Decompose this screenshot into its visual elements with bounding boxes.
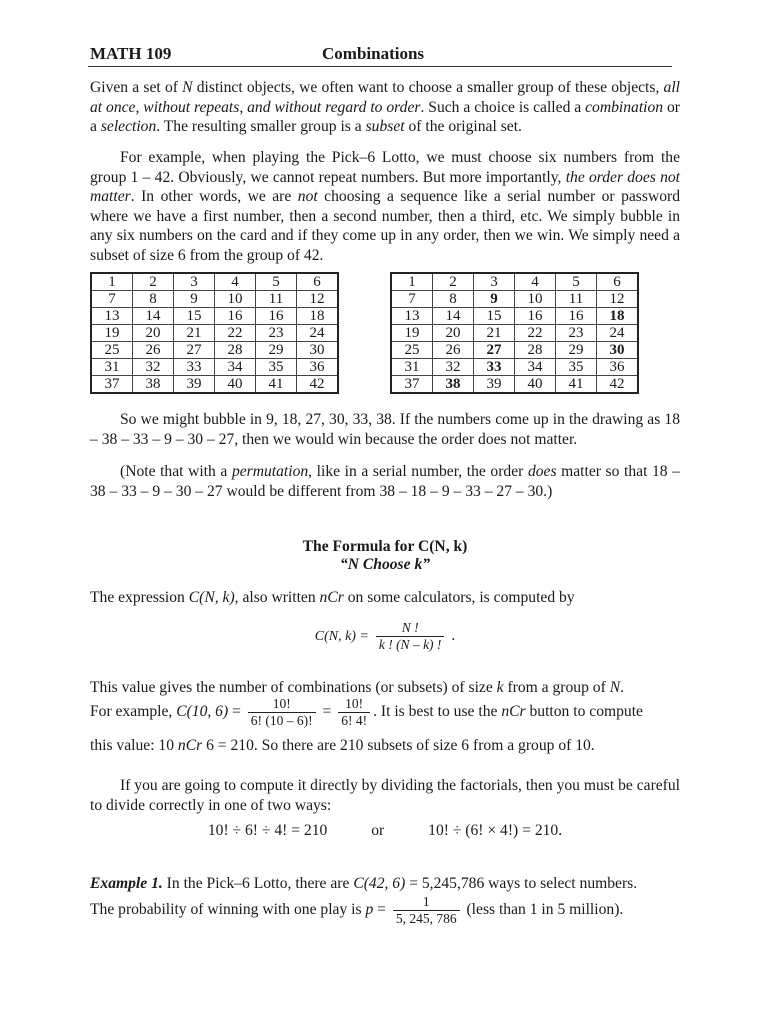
paragraph-bubble: [90, 410, 680, 449]
text-segment: 6 = 210. So there are 210 subsets of size 6 from a group of 10.: [202, 737, 595, 754]
formula-numerator: N !: [376, 620, 445, 637]
text-segment: subset: [365, 118, 405, 135]
card-row: [391, 308, 638, 325]
text: C(42, 6): [353, 875, 406, 892]
card-cell: 15: [474, 308, 515, 325]
card-cell: 14: [133, 308, 174, 325]
card-cell: 22: [515, 325, 556, 342]
card-cell: 24: [297, 325, 339, 342]
card-cell: 31: [91, 359, 133, 376]
card-cell: 19: [91, 325, 133, 342]
text-segment: combination: [585, 98, 664, 116]
text: button to compute: [525, 703, 643, 721]
text-segment: , like in a serial number, the order: [308, 463, 528, 480]
header-rule: [88, 66, 672, 67]
text-segment: Given a set of: [90, 79, 183, 96]
card-cell: 37: [91, 376, 133, 394]
text-segment: (Note that with a: [120, 463, 232, 480]
card-cell: 31: [391, 359, 433, 376]
division-way-1: 10! ÷ 6! ÷ 4! = 210: [207, 822, 328, 839]
text-segment: N: [182, 79, 193, 96]
card-cell: 20: [133, 325, 174, 342]
text-segment: N: [609, 679, 621, 696]
card-cell: 35: [256, 359, 297, 376]
lotto-card-bubbled: [390, 272, 639, 394]
card-cell: 10: [515, 291, 556, 308]
card-cell: 30: [297, 342, 339, 359]
card-cell: 16: [515, 308, 556, 325]
card-cell: 16: [556, 308, 597, 325]
card-cell: 40: [515, 376, 556, 394]
text-segment: this value: 10: [90, 737, 178, 754]
card-cell: 9: [174, 291, 215, 308]
text-segment: .: [620, 679, 624, 696]
card-row: [91, 376, 338, 394]
card-row: [391, 291, 638, 308]
card-cell: 8: [133, 291, 174, 308]
text-segment: So we might bubble in 9, 18, 27, 30, 33, 38. If the numbers come up in the drawing as 18 – 38 – 33 – 9 – 30 – 27, then we would win because the order does not matter.: [90, 411, 680, 448]
card-cell: 38: [433, 376, 474, 394]
card-cell: 33: [474, 359, 515, 376]
paragraph-intro: [90, 78, 680, 137]
division-way-2: 10! ÷ (6! × 4!) = 210.: [428, 822, 563, 839]
card-cell: 36: [597, 359, 639, 376]
text-segment: . The resulting smaller group is a: [156, 118, 366, 135]
card-cell: 4: [515, 273, 556, 291]
card-cell: 10: [215, 291, 256, 308]
card-cell: 41: [556, 376, 597, 394]
text-segment: . In other words, we are: [130, 188, 298, 205]
fraction-10-choose-6: [248, 696, 316, 729]
paragraph-expression: [90, 588, 680, 608]
card-cell: 5: [256, 273, 297, 291]
section-heading-line1: The Formula for C(N, k): [302, 538, 468, 555]
text-segment: . Such a choice is called a: [420, 98, 586, 116]
card-cell: 33: [174, 359, 215, 376]
paragraph-permutation-note: [90, 462, 680, 501]
lotto-card-blank: [90, 272, 339, 394]
card-cell: 37: [391, 376, 433, 394]
card-cell: 8: [433, 291, 474, 308]
text-segment: nCr: [177, 737, 203, 754]
numerator: 10!: [248, 696, 316, 713]
card-cell: 11: [556, 291, 597, 308]
text-segment: or a: [90, 98, 680, 135]
text-segment: all at once, without repeats, and without regard to order: [90, 79, 681, 116]
card-cell: 21: [174, 325, 215, 342]
section-heading: [90, 538, 680, 574]
paragraph-ncr-result: [90, 736, 680, 756]
card-cell: 34: [215, 359, 256, 376]
card-row: [391, 376, 638, 394]
text: . It is best to use the: [373, 703, 502, 721]
card-row: [391, 342, 638, 359]
text: = 5,245,786 ways to select numbers.: [405, 875, 638, 892]
formula-period: .: [451, 627, 456, 645]
paragraph-example-calc: [90, 696, 680, 729]
section-heading-line2: “N Choose k”: [339, 556, 431, 573]
card-cell: 25: [91, 342, 133, 359]
card-cell: 23: [256, 325, 297, 342]
card-cell: 3: [474, 273, 515, 291]
card-row: [391, 273, 638, 291]
card-cell: 29: [256, 342, 297, 359]
text: =: [373, 900, 390, 918]
denominator: 6! (10 – 6)!: [250, 713, 313, 728]
card-row: [391, 359, 638, 376]
text-segment: selection: [100, 118, 157, 135]
text-segment: distinct objects, we often want to choose a smaller group of these objects,: [192, 79, 664, 96]
card-row: [91, 273, 338, 291]
text-segment: This value gives the number of combinations (or subsets) of size: [90, 679, 497, 696]
card-cell: 16: [256, 308, 297, 325]
paragraph-factorials: [90, 776, 680, 815]
card-cell: 3: [174, 273, 215, 291]
text: The probability of winning with one play is: [90, 900, 366, 918]
card-cell: 7: [91, 291, 133, 308]
card-cell: 41: [256, 376, 297, 394]
card-cell: 14: [433, 308, 474, 325]
card-cell: 30: [597, 342, 639, 359]
card-cell: 4: [215, 273, 256, 291]
text-segment: nCr: [319, 589, 344, 606]
card-row: [91, 359, 338, 376]
formula-lhs: C(N, k) =: [314, 629, 369, 645]
card-cell: 21: [474, 325, 515, 342]
card-cell: 38: [133, 376, 174, 394]
card-cell: 6: [297, 273, 339, 291]
text: nCr: [501, 703, 526, 721]
card-cell: 42: [597, 376, 639, 394]
card-cell: 40: [215, 376, 256, 394]
text-segment: For example, when playing the Pick–6 Lotto, we must choose six numbers from the group 1 – 42. Obviously, we cannot repeat numbers. But more importantly,: [90, 149, 680, 186]
course-label: MATH 109: [90, 44, 172, 63]
card-cell: 9: [474, 291, 515, 308]
card-cell: 2: [433, 273, 474, 291]
card-cell: 16: [215, 308, 256, 325]
card-cell: 24: [597, 325, 639, 342]
card-cell: 36: [297, 359, 339, 376]
text-segment: permutation: [231, 463, 309, 480]
card-cell: 23: [556, 325, 597, 342]
card-cell: 20: [433, 325, 474, 342]
card-cell: 42: [297, 376, 339, 394]
card-cell: 28: [215, 342, 256, 359]
card-cell: 32: [133, 359, 174, 376]
denominator: 5, 245, 786: [395, 910, 457, 926]
card-row: [391, 325, 638, 342]
card-cell: 1: [391, 273, 433, 291]
card-cell: 29: [556, 342, 597, 359]
example-1: [90, 874, 680, 927]
card-row: [91, 308, 338, 325]
card-cell: 19: [391, 325, 433, 342]
card-cell: 27: [474, 342, 515, 359]
card-cell: 2: [133, 273, 174, 291]
card-cell: 13: [391, 308, 433, 325]
card-cell: 18: [297, 308, 339, 325]
fraction-simplified: [338, 696, 370, 729]
card-cell: 27: [174, 342, 215, 359]
card-row: [91, 325, 338, 342]
card-cell: 32: [433, 359, 474, 376]
text: In the Pick–6 Lotto, there are: [162, 875, 354, 892]
text: C(10, 6): [176, 703, 229, 721]
card-cell: 5: [556, 273, 597, 291]
card-cell: 39: [474, 376, 515, 394]
equals: =: [322, 703, 332, 721]
text: (less than 1 in 5 million).: [462, 900, 624, 918]
card-cell: 28: [515, 342, 556, 359]
example-label: Example 1.: [90, 875, 163, 892]
text-segment: k: [496, 679, 504, 696]
denominator: 6! 4!: [341, 713, 368, 728]
card-cell: 26: [133, 342, 174, 359]
formula-combination: [90, 620, 680, 653]
card-cell: 34: [515, 359, 556, 376]
card-cell: 12: [597, 291, 639, 308]
text: =: [228, 703, 245, 721]
text-segment: the order does not matter: [90, 168, 680, 205]
card-cell: 7: [391, 291, 433, 308]
card-cell: 26: [433, 342, 474, 359]
text-segment: , also written: [234, 589, 320, 606]
card-cell: 13: [91, 308, 133, 325]
formula-division: [90, 822, 680, 840]
card-cell: 12: [297, 291, 339, 308]
card-cell: 35: [556, 359, 597, 376]
numerator: 1: [393, 894, 460, 911]
formula-fraction: [376, 620, 445, 653]
card-cell: 15: [174, 308, 215, 325]
paragraph-value: [90, 678, 680, 698]
text-segment: If you are going to compute it directly by dividing the factorials, then you must be careful to divide correctly in one of two ways:: [90, 777, 680, 814]
formula-denominator: k ! (N – k) !: [378, 637, 442, 652]
text-segment: on some calculators, is computed by: [343, 589, 575, 606]
numerator: 10!: [338, 696, 370, 713]
card-cell: 25: [391, 342, 433, 359]
text-segment: does: [527, 463, 557, 480]
text-segment: matter so that 18 – 38 – 33 – 9 – 30 – 27 would be different from 38 – 18 – 9 – 33 – 27 – 30.): [90, 463, 680, 500]
text-segment: from a group of: [503, 679, 610, 696]
text-segment: C(N, k): [188, 589, 235, 606]
text-segment: The expression: [90, 589, 189, 606]
card-cell: 6: [597, 273, 639, 291]
probability-fraction: [393, 894, 460, 927]
card-row: [91, 291, 338, 308]
paragraph-lotto: [90, 148, 680, 265]
card-cell: 18: [597, 308, 639, 325]
card-cell: 22: [215, 325, 256, 342]
card-cell: 1: [91, 273, 133, 291]
text-segment: not: [297, 188, 318, 205]
text: For example,: [90, 703, 177, 721]
card-cell: 11: [256, 291, 297, 308]
page-title: Combinations: [322, 44, 425, 63]
or-label: or: [371, 822, 385, 839]
text-segment: choosing a sequence like a serial number or password where we have a first number, then a second number, then a third, etc. We simply bubble in any six numbers on the card and if they come up in any order, then we win. We simply need a subset of size 6 from the group of 42.: [90, 188, 680, 264]
text-segment: of the original set.: [404, 118, 522, 135]
text: p: [365, 900, 374, 918]
card-cell: 39: [174, 376, 215, 394]
card-row: [91, 342, 338, 359]
